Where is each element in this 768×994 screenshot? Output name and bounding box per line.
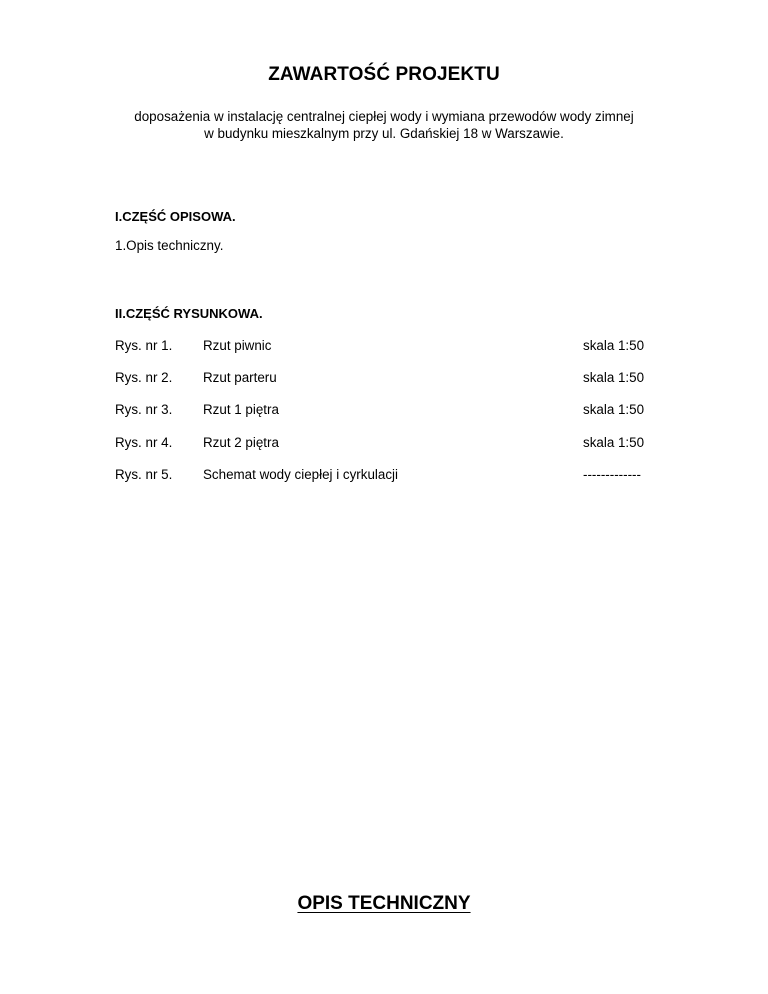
drawing-number: Rys. nr 1.: [115, 338, 173, 353]
drawings-list: [115, 338, 675, 499]
descriptive-item: 1.Opis techniczny.: [115, 238, 224, 253]
drawing-scale: skala 1:50: [583, 402, 645, 418]
drawing-row: [115, 370, 675, 402]
drawing-number: Rys. nr 2.: [115, 370, 173, 386]
drawing-number: Rys. nr 5.: [115, 466, 173, 482]
drawing-row: [115, 435, 675, 467]
drawing-row: [115, 467, 675, 499]
drawing-row: [115, 338, 675, 370]
drawing-scale: skala 1:50: [583, 434, 645, 450]
drawing-name: Rzut parteru: [203, 370, 277, 386]
section-descriptive-heading: I.CZĘŚĆ OPISOWA.: [115, 209, 236, 224]
drawing-name: Schemat wody ciepłej i cyrkulacji: [203, 466, 398, 482]
drawing-row: [115, 402, 675, 434]
drawing-scale: skala 1:50: [583, 370, 645, 386]
drawing-name: Rzut 1 piętra: [203, 402, 279, 418]
next-section-title: OPIS TECHNICZNY: [297, 893, 471, 914]
drawing-number: Rys. nr 3.: [115, 402, 173, 418]
subtitle-line-2: w budynku mieszkalnym przy ul. Gdańskiej 18 w Warszawie.: [204, 126, 564, 141]
drawing-scale: skala 1:50: [583, 338, 645, 353]
drawing-name: Rzut piwnic: [203, 338, 272, 353]
section-drawings-heading: II.CZĘŚĆ RYSUNKOWA.: [115, 306, 263, 321]
document-subtitle: [0, 108, 768, 142]
subtitle-line-1: doposażenia w instalację centralnej ciepłej wody i wymiana przewodów wody zimnej: [134, 109, 634, 124]
drawing-number: Rys. nr 4.: [115, 434, 173, 450]
document-title: ZAWARTOŚĆ PROJEKTU: [268, 64, 500, 85]
drawing-name: Rzut 2 piętra: [203, 434, 279, 450]
drawing-scale: -------------: [583, 466, 641, 482]
